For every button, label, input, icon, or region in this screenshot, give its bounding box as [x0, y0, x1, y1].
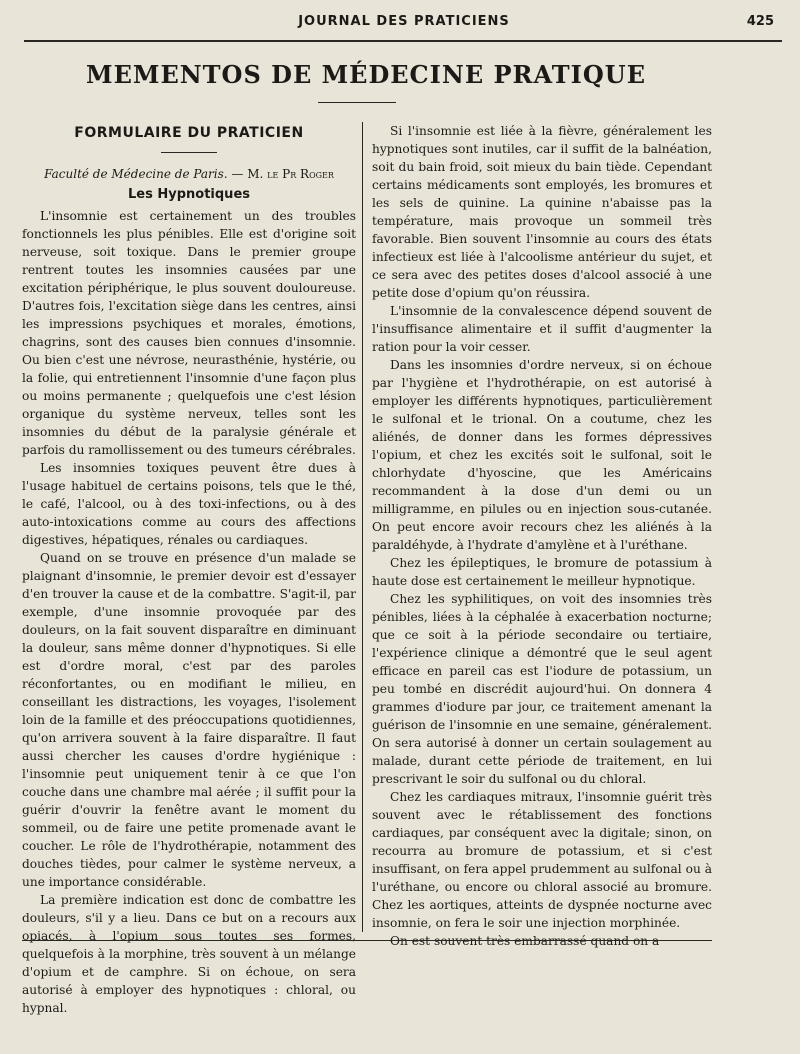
- paragraph: L'insomnie est certainement un des troubles fonctionnels les plus pénibles. Elle est d'origine soit nerveuse, soit toxique. Dans le premier groupe rentrent toutes les insomnies causées par une excitation périphérique, le plus souvent douloureuse. D'autres fois, l'excitation siège dans les centres, ainsi les impressions psychiques et morales, émotions, chagrins, sont des causes bien connues d'insomnie. Ou bien c'est une névrose, neurasthénie, hystérie, ou la folie, qui entretiennent l'insomnie d'une façon plus ou moins permanente ; quelquefois une c'est lésion organique du système nerveux, telles sont les insomnies du début de la paralysie générale et parfois du ramollissement ou des tumeurs cérébrales.: [22, 209, 356, 457]
- section-rule: [161, 152, 217, 153]
- paragraph: On est souvent très embarrassé quand on a: [390, 934, 660, 948]
- header-rule: [24, 40, 782, 42]
- byline: [22, 165, 356, 183]
- paragraph: Chez les syphilitiques, on voit des insomnies très pénibles, liées à la céphalée à exacerbation nocturne; que ce soit à la période secondaire ou tertiaire, l'expérience clinique a démontré que le seul agent efficace en pareil cas est l'iodure de potassium, un peu tombé en discrédit aujourd'hui. On donnera 4 grammes d'iodure par jour, ce traitement amenant la guérison de l'insomnie en une semaine, généralement. On sera autorisé à donner un certain soulagement au malade, durant cette période de traitement, en lui prescrivant le soir du sulfonal ou du chloral.: [372, 592, 712, 786]
- paragraph: Si l'insomnie est liée à la fièvre, généralement les hypnotiques sont inutiles, car il suffit de la balnéation, soit du bain froid, soit mieux du bain tiède. Cependant certains médicaments sont employés, les bromures et les sels de quinine. La quinine n'abaisse pas la température, mais provoque un sommeil très favorable. Bien souvent l'insomnie au cours des états infectieux est liée à l'alcoolisme antérieur du sujet, et ce sera avec des petites doses d'alcool associé à une petite dose d'opium qu'on réussira.: [372, 124, 712, 300]
- subheading: Les Hypnotiques: [128, 187, 250, 202]
- main-title: MEMENTOS DE MÉDECINE PRATIQUE: [86, 60, 646, 89]
- paragraph: Chez les épileptiques, le bromure de potassium à haute dose est certainement le meilleur hypnotique.: [372, 556, 712, 588]
- byline-author: — M. le Pr Roger: [227, 167, 334, 181]
- footer-rule: [22, 940, 712, 941]
- paragraph: L'insomnie de la convalescence dépend souvent de l'insuffisance alimentaire et il suffit d'augmenter la ration pour la voir cesser.: [372, 304, 712, 354]
- section-heading: FORMULAIRE DU PRATICIEN: [74, 125, 304, 141]
- left-column: [22, 122, 356, 1017]
- running-title: JOURNAL DES PRATICIENS: [298, 14, 510, 29]
- byline-faculty: Faculté de Médecine de Paris.: [44, 167, 228, 181]
- paragraph: Dans les insomnies d'ordre nerveux, si on échoue par l'hygiène et l'hydrothérapie, on est autorisé à employer les différents hypnotiques, particulièrement le sulfonal et le trional. On a coutume, chez les aliénés, de donner dans les formes dépressives l'opium, et chez les excités soit le sulfonal, soit le chlorhydate d'hyoscine, que les Américains recommandent à la dose d'un demi ou un milligramme, en pilules ou en injection sous-cutanée. On peut encore avoir recours chez les aliénés à la paraldéhyde, à l'hydrate d'amylène et à l'uréthane.: [372, 358, 712, 552]
- column-divider: [362, 122, 363, 932]
- paragraph: Quand on se trouve en présence d'un malade se plaignant d'insomnie, le premier devoir est d'essayer d'en trouver la cause et de la combattre. S'agit-il, par exemple, d'une insomnie provoquée par des douleurs, on la fait souvent disparaître en diminuant la douleur, sans même donner d'hypnotiques. Si elle est d'ordre moral, c'est par des paroles réconfortantes, ou en modifiant le milieu, en conseillant les distractions, les voyages, l'isolement loin de la famille et des préoccupations quotidiennes, qu'on arrivera souvent à la faire disparaître. Il faut aussi chercher les causes d'ordre hygiénique : l'insomnie peut uniquement tenir à ce que l'on couche dans une chambre mal aérée ; il suffit pour la guérir d'ouvrir la fenêtre avant le moment du sommeil, ou de faire une petite promenade avant le coucher. Le rôle de l'hydrothérapie, notamment des douches tièdes, pour calmer le système nerveux, a une importance considérable.: [22, 551, 356, 889]
- right-column: [372, 122, 712, 950]
- paragraph: Les insomnies toxiques peuvent être dues à l'usage habituel de certains poisons, tels que le thé, le café, l'alcool, ou à des toxi-infections, ou à des auto-intoxications comme au cours des affections digestives, hépatiques, rénales ou cardiaques.: [22, 461, 356, 547]
- title-rule: [318, 102, 396, 103]
- page-number: 425: [746, 14, 774, 29]
- paragraph: La première indication est donc de combattre les douleurs, s'il y a lieu. Dans ce but on a recours aux opiacés, à l'opium sous toutes ses formes, quelquefois à la morphine, très souvent à un mélange d'opium et de camphre. Si on échoue, on sera autorisé à employer des hypnotiques : chloral, ou hypnal.: [22, 893, 356, 1015]
- running-head: [24, 14, 784, 34]
- paragraph: Chez les cardiaques mitraux, l'insomnie guérit très souvent avec le rétablissement des fonctions cardiaques, par conséquent avec la digitale; sinon, on recourra au bromure de potassium, et si c'est insuffisant, on fera appel prudemment au sulfonal ou à l'uréthane, ou encore ou chloral associé au bromure. Chez les aortiques, atteints de dyspnée nocturne avec insomnie, on fera le soir une injection morphinée.: [372, 790, 712, 930]
